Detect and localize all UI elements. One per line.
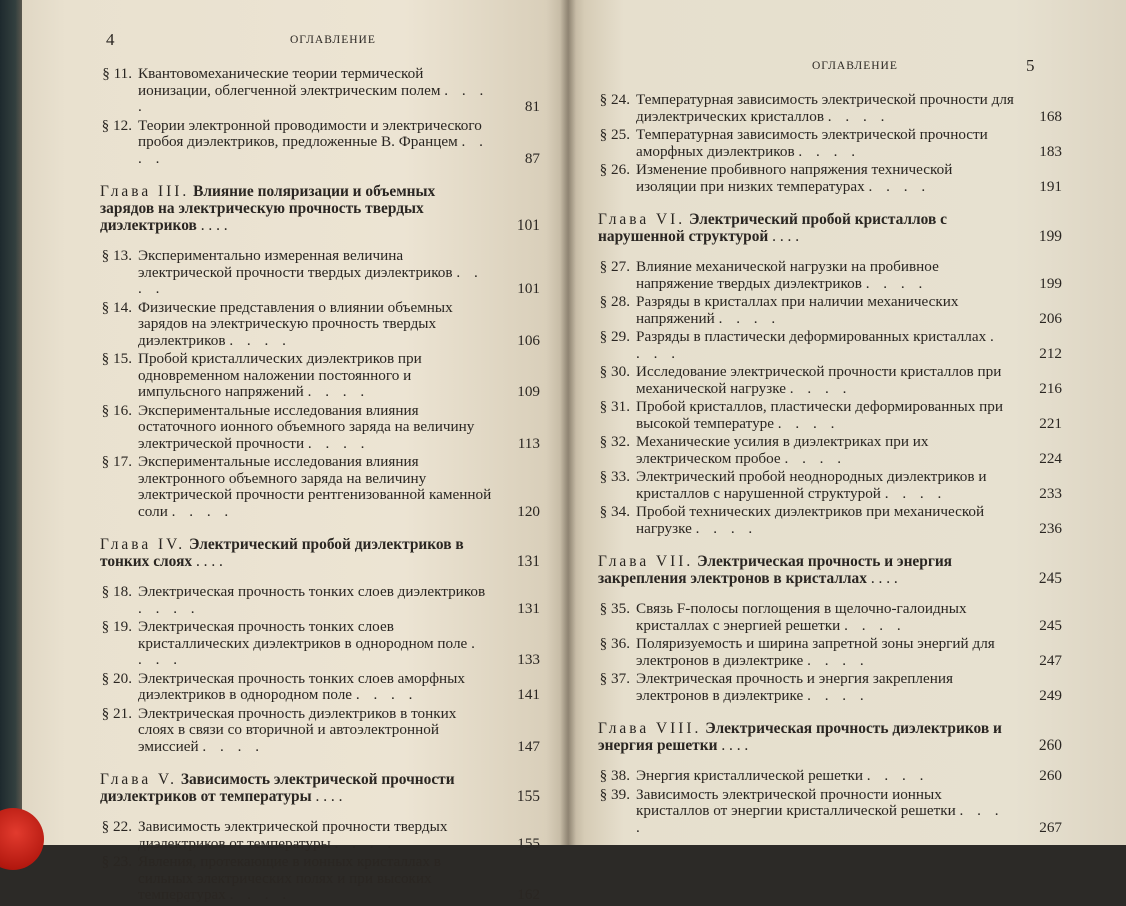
section-title: Экспериментально измеренная величина электрической прочности твердых диэлектриков . . . . [138,247,483,297]
right-page-number: 5 [1026,56,1035,75]
section-title: Электрическая прочность тонких слоев диэлектриков . . . . [138,583,486,617]
section-page: 131 [517,599,540,617]
toc-entry [100,584,540,617]
chapter-title: Влияние поляризации и объемных зарядов на электрическую прочность твердых диэлектриков [100,183,436,234]
section-number: § 26. [599,161,630,178]
section-number: § 16. [101,401,132,419]
right-page-running-title: ОГЛАВЛЕНИЕ [812,60,898,72]
toc-entry [100,854,540,904]
section-title: Электрическая прочность и энергия закрепления электронов в диэлектрике . . . . [636,670,953,704]
left-page-number: 4 [106,30,115,49]
right-page [568,0,1126,845]
section-page: 133 [517,651,540,668]
section-title: Пробой технических диэлектриков при механической нагрузке . . . . [636,503,985,537]
section-title: Экспериментальные исследования влияния электронного объемного заряда на величину электрической прочности рентгенизованной каменной соли . . . . [138,453,492,520]
section-number: § 20. [101,669,132,687]
section-page: 236 [1039,519,1062,537]
section-page: 106 [517,331,540,349]
chapter-label: Глава VII. [598,553,694,570]
section-title: Исследование электрической прочности кристаллов при механической нагрузке . . . . [636,363,1002,397]
section-title: Электрическая прочность тонких слоев аморфных диэлектриков в однородном поле . . . . [138,669,465,703]
section-page: 191 [1039,177,1062,195]
section-title: Поляризуемость и ширина запретной зоны энергий для электронов в диэлектрике . . . . [636,635,995,669]
section-title: Экспериментальные исследования влияния остаточного ионного объемного заряда на величину электрической прочности . . . . [138,401,475,452]
chapter-page: 260 [1038,737,1062,754]
section-page: 147 [517,737,540,755]
left-page-running-title: ОГЛАВЛЕНИЕ [290,34,376,46]
left-toc [100,66,540,906]
toc-entry [100,66,540,116]
section-page: 199 [1039,274,1062,292]
toc-entry [598,768,1062,785]
toc-entry [598,259,1062,292]
chapter-label: Глава VIII. [598,720,702,737]
chapter-title: Зависимость электрической прочности диэлектриков от температуры [100,771,455,805]
chapter-page: 155 [516,788,540,805]
section-title: Пробой кристаллов, пластически деформированных при высокой температуре . . . . [636,398,1003,432]
section-title: Разряды в пластически деформированных кристаллах . . . . [636,328,999,362]
left-page [22,0,568,903]
section-number: § 35. [599,600,630,617]
toc-entry [598,294,1062,327]
section-page: 221 [1039,414,1062,432]
section-title: Электрический пробой неоднородных диэлектриков и кристаллов с нарушенной структурой . . . . [636,468,987,502]
chapter-label: Глава IV. [100,536,186,553]
section-title: Связь F-полосы поглощения в щелочно-галоидных кристаллах с энергией решетки . . . . [636,600,967,634]
section-title: Механические усилия в диэлектриках при их электрическом пробое . . . . [636,433,929,467]
toc-entry [598,329,1062,362]
section-number: § 23. [101,853,132,870]
section-page: 113 [517,434,540,452]
chapter-title: Электрический пробой кристаллов с нарушенной структурой [598,211,947,245]
section-number: § 25. [599,126,630,143]
section-title: Энергия кристаллической решетки . . . . [636,767,929,784]
section-title: Теории электронной проводимости и электрического пробоя диэлектриков, предложенные В. Францем . . . . [138,116,488,167]
section-page: 109 [517,383,540,400]
section-page: 245 [1039,616,1062,634]
section-page: 224 [1039,449,1062,467]
section-number: § 30. [599,363,630,380]
section-title: Температурная зависимость электрической прочности аморфных диэлектриков . . . . [636,126,988,160]
section-page: 216 [1039,379,1062,397]
chapter-label: Глава VI. [598,211,686,228]
section-number: § 27. [599,258,630,275]
section-page: 101 [517,280,540,297]
toc-entry [100,118,540,168]
right-toc [598,92,1062,838]
section-number: § 34. [599,503,630,520]
section-page: 212 [1039,344,1062,362]
section-page: 260 [1039,767,1062,784]
chapter-label: Глава III. [100,183,190,200]
section-title: Пробой кристаллических диэлектриков при одновременном наложении постоянного и импульсного напряжений . . . . [138,350,422,400]
section-number: § 13. [101,247,132,264]
toc-entry [598,364,1062,397]
toc-entry [598,162,1062,195]
section-number: § 39. [599,785,630,803]
section-page: 206 [1039,309,1062,327]
section-title: Зависимость электрической прочности твердых диэлектриков от температуры . . . . [138,818,448,852]
toc-entry [100,248,540,298]
chapter-page: 101 [516,217,540,234]
section-number: § 14. [101,298,132,316]
toc-entry [598,127,1062,160]
section-title: Электрическая прочность тонких слоев кристаллических диэлектриков в однородном поле . . . . [138,618,480,668]
section-number: § 19. [101,618,132,635]
chapter-title: Электрическая прочность и энергия закрепления электронов в кристаллах [598,553,953,587]
toc-entry [598,671,1062,704]
chapter-page: 245 [1038,570,1062,587]
section-number: § 15. [101,350,132,367]
toc-entry [100,454,540,520]
toc-entry [100,706,540,756]
section-number: § 22. [101,818,132,835]
section-number: § 33. [599,468,630,485]
section-title: Температурная зависимость электрической прочности для диэлектрических кристаллов . . . . [636,91,1014,125]
section-number: § 31. [599,398,630,415]
section-title: Физические представления о влиянии объемных зарядов на электрическую прочность твердых диэлектриков . . . . [138,298,453,349]
toc-chapter: Глава VIII. Электрическая прочность диэлектриков и энергия решетки . . . . 260 [598,720,1062,754]
section-page: 233 [1039,484,1062,502]
section-title: Разряды в кристаллах при наличии механических напряжений . . . . [636,293,959,327]
toc-chapter: Глава VII. Электрическая прочность и энергия закрепления электронов в кристаллах . . . . 245 [598,553,1062,587]
section-number: § 37. [599,670,630,687]
section-number: § 11. [102,65,132,82]
section-page: 155 [517,834,540,852]
section-page: 249 [1039,686,1062,704]
section-page: 247 [1039,651,1062,669]
toc-entry [598,469,1062,502]
section-page: 141 [517,686,540,703]
section-number: § 24. [599,91,630,108]
section-number: § 12. [101,116,132,134]
section-number: § 28. [599,293,630,310]
section-title: Явления, протекающие в ионных кристаллах в сильных электрических полях и при высоких температурах . . . . [138,853,441,903]
toc-entry [100,619,540,669]
section-page: 87 [524,149,540,167]
chapter-title: Электрическая прочность диэлектриков и энергия решетки [598,720,1002,754]
section-title: Квантовомеханические теории термической ионизации, облегченной электрическим полем . . . . [138,65,489,115]
toc-chapter: Глава III. Влияние поляризации и объемных зарядов на электрическую прочность твердых диэлектриков . . . . 101 [100,183,540,234]
toc-entry [598,504,1062,537]
section-number: § 17. [101,453,132,470]
section-page: 168 [1039,107,1062,125]
section-number: § 21. [101,704,132,722]
chapter-page: 199 [1038,228,1062,245]
toc-entry [598,601,1062,634]
toc-chapter: Глава IV. Электрический пробой диэлектриков в тонких слоях . . . . 131 [100,536,540,570]
toc-entry [598,92,1062,125]
section-number: § 38. [599,767,630,784]
toc-chapter: Глава V. Зависимость электрической прочности диэлектриков от температуры . . . . 155 [100,771,540,805]
section-number: § 36. [599,635,630,652]
section-number: § 32. [599,433,630,450]
book-spine [560,0,576,845]
toc-entry [598,434,1062,467]
section-page: 267 [1039,818,1062,836]
section-title: Электрическая прочность диэлектриков в тонких слоях в связи со вторичной и автоэлектронной эмиссией . . . . [138,704,457,755]
section-page: 81 [524,98,540,115]
toc-entry [100,403,540,453]
toc-entry [100,671,540,704]
section-page: 183 [1039,142,1062,160]
chapter-title: Электрический пробой диэлектриков в тонких слоях [100,536,464,570]
section-title: Изменение пробивного напряжения технической изоляции при низких температурах . . . . [636,161,953,195]
book-cover-edge [0,0,22,845]
chapter-page: 131 [516,553,540,570]
toc-entry [100,351,540,401]
toc-chapter: Глава VI. Электрический пробой кристаллов с нарушенной структурой . . . . 199 [598,211,1062,245]
toc-entry [598,399,1062,432]
section-number: § 29. [599,328,630,345]
section-title: Влияние механической нагрузки на пробивное напряжение твердых диэлектриков . . . . [636,258,939,292]
toc-entry [100,300,540,350]
section-number: § 18. [101,583,132,600]
chapter-label: Глава V. [100,771,177,788]
section-title: Зависимость электрической прочности ионных кристаллов от энергии кристаллической решетки . . . . [636,785,1004,836]
section-page: 162 [517,886,540,903]
section-page: 120 [517,502,540,520]
toc-entry [598,636,1062,669]
toc-entry [598,787,1062,837]
toc-entry [100,819,540,852]
